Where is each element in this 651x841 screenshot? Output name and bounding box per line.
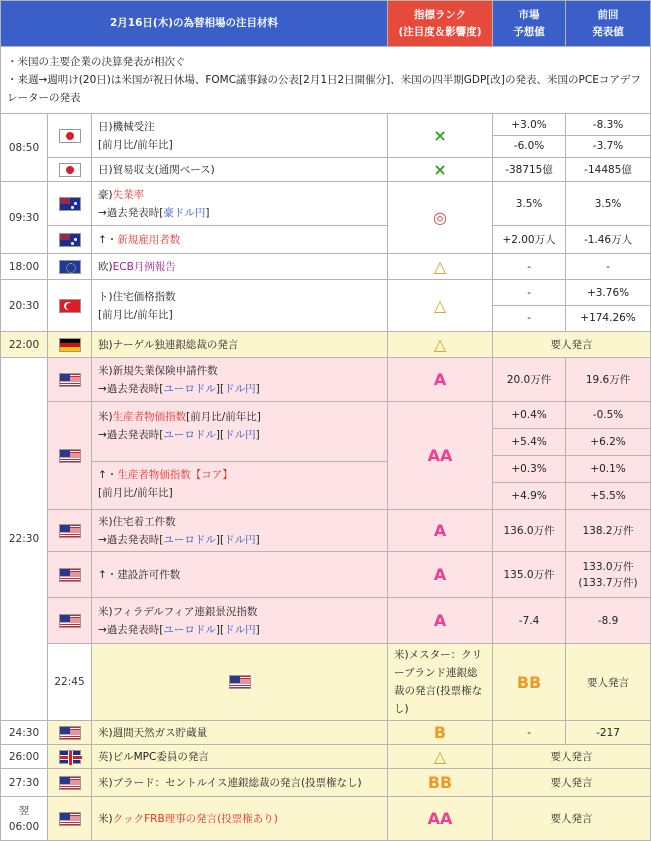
rank-badge: △ <box>388 254 493 280</box>
rank-badge: × <box>388 114 493 158</box>
indicator-name: 住宅価格指数 <box>112 290 176 303</box>
australia-flag-icon <box>59 197 81 211</box>
link-eurusd[interactable]: ユーロドル <box>163 533 216 546</box>
link-usdjpy[interactable]: ドル円 <box>224 623 256 636</box>
rank-badge: B <box>388 721 493 745</box>
rank-header: 指標ランク (注目度＆影響度) <box>388 1 493 47</box>
note-1: ・米国の主要企業の決算発表が相次ぐ <box>7 56 186 68</box>
table-row: 24:30 米)週間天然ガス貯蔵量 B - -217 <box>1 721 651 745</box>
indicator-name: 生産者物価指数【コア】 <box>117 469 233 481</box>
link-usdjpy[interactable]: ドル円 <box>224 429 256 441</box>
rank-badge: △ <box>388 280 493 332</box>
link-eurusd[interactable]: ユーロドル <box>163 429 216 441</box>
table-row: 翌 06:00 米)クックFRB理事の発言(投票権あり) AA 要人発言 <box>1 797 651 841</box>
indicator-name: 建設許可件数 <box>117 568 181 581</box>
rank-badge: A <box>388 358 493 402</box>
header-row <box>1 1 651 47</box>
eu-flag-icon <box>59 260 81 274</box>
link-usdjpy[interactable]: ドル円 <box>224 533 256 546</box>
indicator-name: 生産者物価指数 <box>112 411 187 423</box>
indicator-name: 住宅着工件数 <box>112 515 176 528</box>
speech-note: 要人発言 <box>566 644 651 721</box>
us-flag-icon <box>59 776 81 790</box>
table-row: 米)住宅着工件数 →過去発表時[ユーロドル][ドル円] A 136.0万件 138.2万件 <box>1 510 651 552</box>
table-row: 18:00 欧)ECB月例報告 △ - - <box>1 254 651 280</box>
table-row: 27:30 米)ブラード：セントルイス連銀総裁の発言(投票権なし) BB 要人発言 <box>1 769 651 797</box>
indicator-name: 新規失業保険申請件数 <box>112 364 218 377</box>
indicator-name: 米)ブラード：セントルイス連銀総裁の発言(投票権なし) <box>92 769 388 797</box>
rank-badge: △ <box>388 332 493 358</box>
table-row: 米)フィラデルフィア連銀景況指数 →過去発表時[ユーロドル][ドル円] A -7.4 -8.9 <box>1 598 651 644</box>
us-flag-icon <box>229 675 251 689</box>
speech-note: 要人発言 <box>493 769 651 797</box>
indicator-name: 貿易収支(通関ベース) <box>112 163 215 176</box>
us-flag-icon <box>59 373 81 387</box>
us-flag-icon <box>59 614 81 628</box>
speech-note: 要人発言 <box>493 797 651 841</box>
link-audjpy[interactable]: 豪ドル円 <box>163 206 206 219</box>
indicator-name: 英)ピルMPC委員の発言 <box>92 745 388 769</box>
indicator-name: 機械受注 <box>112 120 155 133</box>
indicator-name: ECB月例報告 <box>112 260 176 273</box>
us-flag-icon <box>59 524 81 538</box>
table-row: 日)貿易収支(通関ベース) × -38715億 -14485億 <box>1 158 651 182</box>
indicator-name: 失業率 <box>112 188 145 201</box>
previous-header: 前回 発表値 <box>566 1 651 47</box>
table-row: ↑・新規雇用者数 +2.00万人 -1.46万人 <box>1 226 651 254</box>
link-eurusd[interactable]: ユーロドル <box>163 382 216 395</box>
table-title: 2月16日(木)の為替相場の注目材料 <box>1 1 388 47</box>
australia-flag-icon <box>59 233 81 247</box>
table-row: 22:45 米)メスター：クリーブランド連銀総裁の発言(投票権なし) BB 要人発言 <box>1 644 651 721</box>
speech-note: 要人発言 <box>493 745 651 769</box>
turkey-flag-icon <box>59 299 81 313</box>
rank-badge: △ <box>388 745 493 769</box>
table-row: 22:30 米)新規失業保険申請件数 →過去発表時[ユーロドル][ドル円] A 20.0万件 19.6万件 <box>1 358 651 402</box>
japan-flag-icon <box>59 163 81 177</box>
link-eurusd[interactable]: ユーロドル <box>163 623 216 636</box>
rank-badge: × <box>388 158 493 182</box>
indicator-name: フィラデルフィア連銀景況指数 <box>112 605 258 618</box>
rank-badge: A <box>388 598 493 644</box>
table-row: 米)生産者物価指数[前月比/前年比] →過去発表時[ユーロドル][ドル円] ↑・生産者物価指数【コア】 [前月比/前年比] AA +0.4% +5.4% +0.3% +4.9% -0.5% +6.2% +0.1% +5.5% <box>1 402 651 510</box>
rank-badge: AA <box>388 797 493 841</box>
us-flag-icon <box>59 726 81 740</box>
rank-badge: A <box>388 510 493 552</box>
note-2: ・来週→週明け(20日)は米国が祝日休場、FOMC議事録の公表[2月1日2日開催分]、米国の四半期GDP[改]の発表、米国のPCEコアデフレーターの発表 <box>7 74 641 104</box>
notes-cell <box>1 47 651 114</box>
table-row: 26:00 英)ピルMPC委員の発言 △ 要人発言 <box>1 745 651 769</box>
table-row: ↑・建設許可件数 A 135.0万件 133.0万件 (133.7万件) <box>1 552 651 598</box>
indicator-name: クックFRB理事の発言(投票権あり) <box>112 812 278 825</box>
indicator-name: 新規雇用者数 <box>117 233 181 246</box>
rank-badge: BB <box>493 644 566 721</box>
indicator-name: 米)メスター：クリーブランド連銀総裁の発言(投票権なし) <box>388 644 493 721</box>
table-row: 22:00 独)ナーゲル独連銀総裁の発言 △ 要人発言 <box>1 332 651 358</box>
rank-badge: ◎ <box>388 182 493 254</box>
indicator-name: ナーゲル独連銀総裁の発言 <box>112 338 239 351</box>
rank-badge: BB <box>388 769 493 797</box>
japan-flag-icon <box>59 129 81 143</box>
us-flag-icon <box>59 568 81 582</box>
forecast-header: 市場 予想値 <box>493 1 566 47</box>
us-flag-icon <box>59 449 81 463</box>
rank-badge: AA <box>388 402 493 510</box>
table-row: 08:50 日)機械受注 [前月比/前年比] × +3.0% -6.0% -8.3% -3.7% <box>1 114 651 158</box>
germany-flag-icon <box>59 338 81 352</box>
table-row: 09:30 豪)失業率 →過去発表時[豪ドル円] ◎ 3.5% 3.5% <box>1 182 651 226</box>
time-cell: 08:50 <box>1 114 48 182</box>
indicator-name: 米)週間天然ガス貯蔵量 <box>92 721 388 745</box>
uk-flag-icon <box>59 750 81 764</box>
us-flag-icon <box>59 812 81 826</box>
table-row: 20:30 ト)住宅価格指数 [前月比/前年比] △ - - +3.76% +174.26% <box>1 280 651 332</box>
rank-badge: A <box>388 552 493 598</box>
speech-note: 要人発言 <box>493 332 651 358</box>
link-usdjpy[interactable]: ドル円 <box>224 382 256 395</box>
